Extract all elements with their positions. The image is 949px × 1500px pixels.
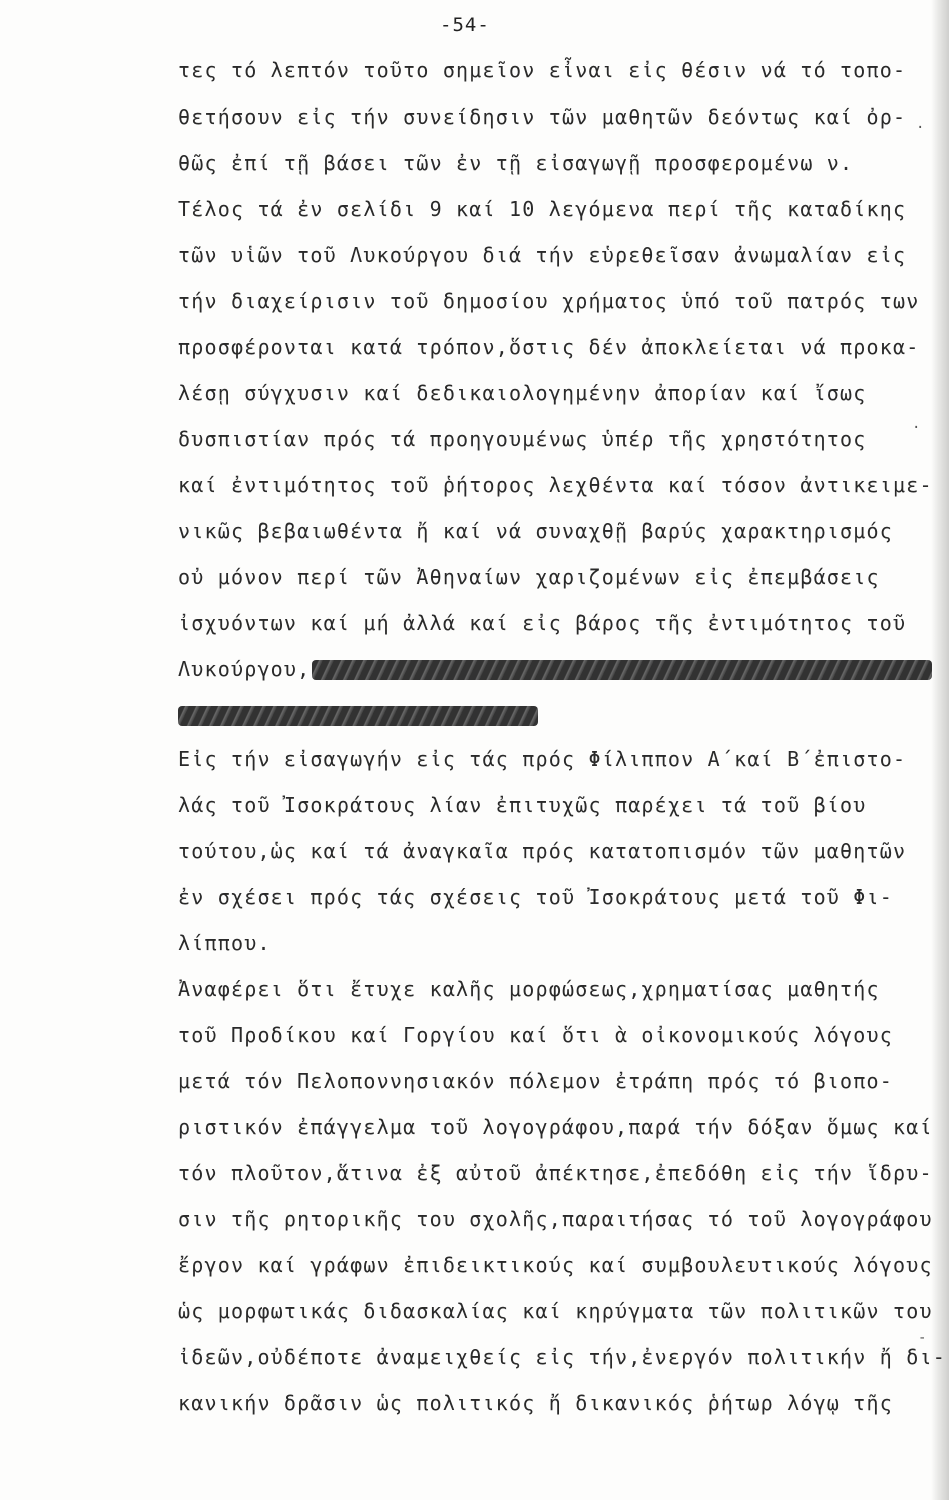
margin-mark: · xyxy=(916,120,925,136)
margin-mark: · xyxy=(912,420,921,436)
text-line-8: λέσῃ σύγχυσιν καί δεδικαιολογημένην ἀπορίαν καί ἴσως xyxy=(178,381,867,405)
text-line-24: ριστικόν ἐπάγγελμα τοῦ λογογράφου,παρά τήν δόξαν ὅμως καί xyxy=(178,1115,933,1139)
text-line-29: ἰδεῶν,οὐδέποτε ἀναμειχθείς εἰς τήν,ἐνεργόν πολιτικήν ἤ δι- xyxy=(178,1345,946,1369)
text-line-12: οὐ μόνον περί τῶν Ἀθηναίων χαριζομένων εἰς ἐπεμβάσεις xyxy=(178,565,880,589)
text-line-16: Εἰς τήν εἰσαγωγήν εἰς τάς πρός Φίλιππον Α΄καί Β΄ἐπιστο- xyxy=(178,747,907,771)
text-line-28: ὡς μορφωτικάς διδασκαλίας καί κηρύγματα τῶν πολιτικῶν του xyxy=(178,1299,933,1323)
text-line-21: Ἀναφέρει ὅτι ἔτυχε καλῆς μορφώσεως,χρηματίσας μαθητής xyxy=(178,977,880,1001)
text-line-1: τες τό λεπτόν τοῦτο σημεῖον εἶναι εἰς θέσιν νά τό τοπο- xyxy=(178,58,907,82)
text-line-5: τῶν υἱῶν τοῦ Λυκούργου διά τήν εὑρεθεῖσαν ἀνωμαλίαν εἰς xyxy=(178,243,907,267)
page-number: -54- xyxy=(440,14,490,36)
text-line-27: ἔργον καί γράφων ἐπιδεικτικούς καί συμβουλευτικούς λόγους xyxy=(178,1253,933,1277)
text-line-11: νικῶς βεβαιωθέντα ἤ καί νά συναχθῇ βαρύς χαρακτηρισμός xyxy=(178,519,894,543)
text-line-9: δυσπιστίαν πρός τά προηγουμένως ὑπέρ τῆς χρηστότητος xyxy=(178,427,867,451)
text-line-30: κανικήν δρᾶσιν ὡς πολιτικός ἤ δικανικός ῥήτωρ λόγῳ τῆς xyxy=(178,1391,894,1415)
text-line-26: σιν τῆς ρητορικῆς του σχολῆς,παραιτήσας τό τοῦ λογογράφου xyxy=(178,1207,933,1231)
text-line-17: λάς τοῦ Ἰσοκράτους λίαν ἐπιτυχῶς παρέχει τά τοῦ βίου xyxy=(178,793,867,817)
text-line-6: τήν διαχείρισιν τοῦ δημοσίου χρήματος ὑπό τοῦ πατρός των xyxy=(178,289,920,313)
text-line-4: Τέλος τά ἐν σελίδι 9 καί 10 λεγόμενα περί τῆς καταδίκης xyxy=(178,197,907,221)
text-line-7: προσφέρονται κατά τρόπον,ὅστις δέν ἀποκλείεται νά προκα- xyxy=(178,335,920,359)
text-line-18: τούτου,ὡς καί τά ἀναγκαῖα πρός κατατοπισμόν τῶν μαθητῶν xyxy=(178,839,907,863)
redaction-strike-2 xyxy=(178,706,538,726)
text-line-14: Λυκούργου, xyxy=(178,657,311,681)
text-line-3: θῶς ἐπί τῇ βάσει τῶν ἐν τῇ εἰσαγωγῇ προσφερομένω ν. xyxy=(178,151,854,175)
text-line-20: λίππου. xyxy=(178,931,271,955)
redaction-strike-1 xyxy=(312,660,932,680)
text-line-23: μετά τόν Πελοποννησιακόν πόλεμον ἐτράπη πρός τό βιοπο- xyxy=(178,1069,894,1093)
margin-mark: - xyxy=(918,1330,927,1346)
text-line-13: ἰσχυόντων καί μή ἀλλά καί εἰς βάρος τῆς ἐντιμότητος τοῦ xyxy=(178,611,907,635)
text-line-2: θετήσουν εἰς τήν συνείδησιν τῶν μαθητῶν δεόντως καί ὀρ- xyxy=(178,105,907,129)
text-line-10: καί ἐντιμότητος τοῦ ῥήτορος λεχθέντα καί τόσον ἀντικειμε- xyxy=(178,473,933,497)
text-line-22: τοῦ Προδίκου καί Γοργίου καί ὅτι ὰ οἰκονομικούς λόγους xyxy=(178,1023,894,1047)
text-line-25: τόν πλοῦτον,ἅτινα ἐξ αὐτοῦ ἀπέκτησε,ἐπεδόθη εἰς τήν ἵδρυ- xyxy=(178,1161,933,1185)
page-edge-shadow xyxy=(931,0,949,1500)
text-line-19: ἐν σχέσει πρός τάς σχέσεις τοῦ Ἰσοκράτους μετά τοῦ Φι- xyxy=(178,885,894,909)
